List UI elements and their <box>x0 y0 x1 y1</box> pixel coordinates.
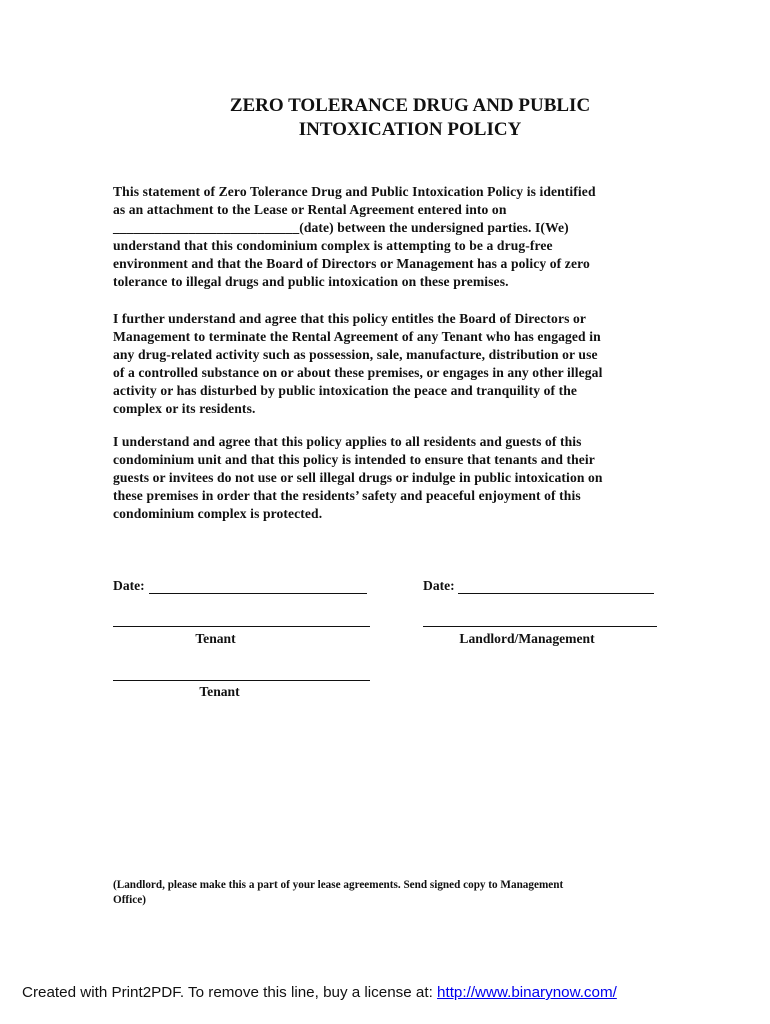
paragraph-line: condominium unit and that this policy is intended to ensure that tenants and their <box>113 452 595 467</box>
paragraph-line: I further understand and agree that this policy entitles the Board of Directors or <box>113 311 587 326</box>
note-line: (Landlord, please make this a part of your lease agreements. Send signed copy to Management <box>113 879 564 891</box>
binarynow-link[interactable]: http://www.binarynow.com/ <box>437 984 617 1001</box>
paragraph-line: environment and that the Board of Directors or Management has a policy of zero <box>113 256 590 271</box>
paragraph-line: as an attachment to the Lease or Rental Agreement entered into on <box>113 202 507 217</box>
landlord-note <box>113 878 653 908</box>
paragraph-line: of a controlled substance on or about these premises, or engages in any other illegal <box>113 365 603 380</box>
document-title <box>200 94 620 142</box>
paragraph-attachment-statement <box>113 183 658 291</box>
paragraph-line: condominium complex is protected. <box>113 506 323 521</box>
date-left-field[interactable] <box>149 593 367 594</box>
paragraph-line: This statement of Zero Tolerance Drug and Public Intoxication Policy is identified <box>113 184 596 199</box>
date-right-field[interactable] <box>458 593 654 594</box>
landlord-signature-line[interactable] <box>423 626 657 627</box>
paragraph-line: activity or has disturbed by public intoxication the peace and tranquility of the <box>113 383 578 398</box>
tenant-caption-1: Tenant <box>195 631 236 646</box>
paragraph-applicability <box>113 433 658 523</box>
paragraph-line: ___________________________(date) between the undersigned parties. I(We) <box>113 220 569 235</box>
paragraph-line: understand that this condominium complex is attempting to be a drug-free <box>113 238 553 253</box>
note-line: Office) <box>113 894 146 906</box>
paragraph-termination-terms <box>113 310 658 418</box>
paragraph-line: tolerance to illegal drugs and public intoxication on these premises. <box>113 274 509 289</box>
tenant-caption-2: Tenant <box>199 684 240 699</box>
paragraph-line: guests or invitees do not use or sell illegal drugs or indulge in public intoxication on <box>113 470 603 485</box>
title-line-2: INTOXICATION POLICY <box>298 119 522 140</box>
landlord-caption: Landlord/Management <box>459 631 595 646</box>
paragraph-line: complex or its residents. <box>113 401 256 416</box>
paragraph-line: any drug-related activity such as possession, sale, manufacture, distribution or use <box>113 347 598 362</box>
print2pdf-footer <box>22 983 617 1003</box>
paragraph-line: Management to terminate the Rental Agreement of any Tenant who has engaged in <box>113 329 601 344</box>
tenant-signature-line-1[interactable] <box>113 626 370 627</box>
paragraph-line: I understand and agree that this policy applies to all residents and guests of this <box>113 434 582 449</box>
tenant-signature-line-2[interactable] <box>113 680 370 681</box>
date-left-label: Date: <box>113 578 145 593</box>
date-right-label: Date: <box>423 578 455 593</box>
title-line-1: ZERO TOLERANCE DRUG AND PUBLIC <box>229 95 591 116</box>
paragraph-line: these premises in order that the residents’ safety and peaceful enjoyment of this <box>113 488 581 503</box>
footer-text: Created with Print2PDF. To remove this line, buy a license at: <box>22 984 438 1001</box>
